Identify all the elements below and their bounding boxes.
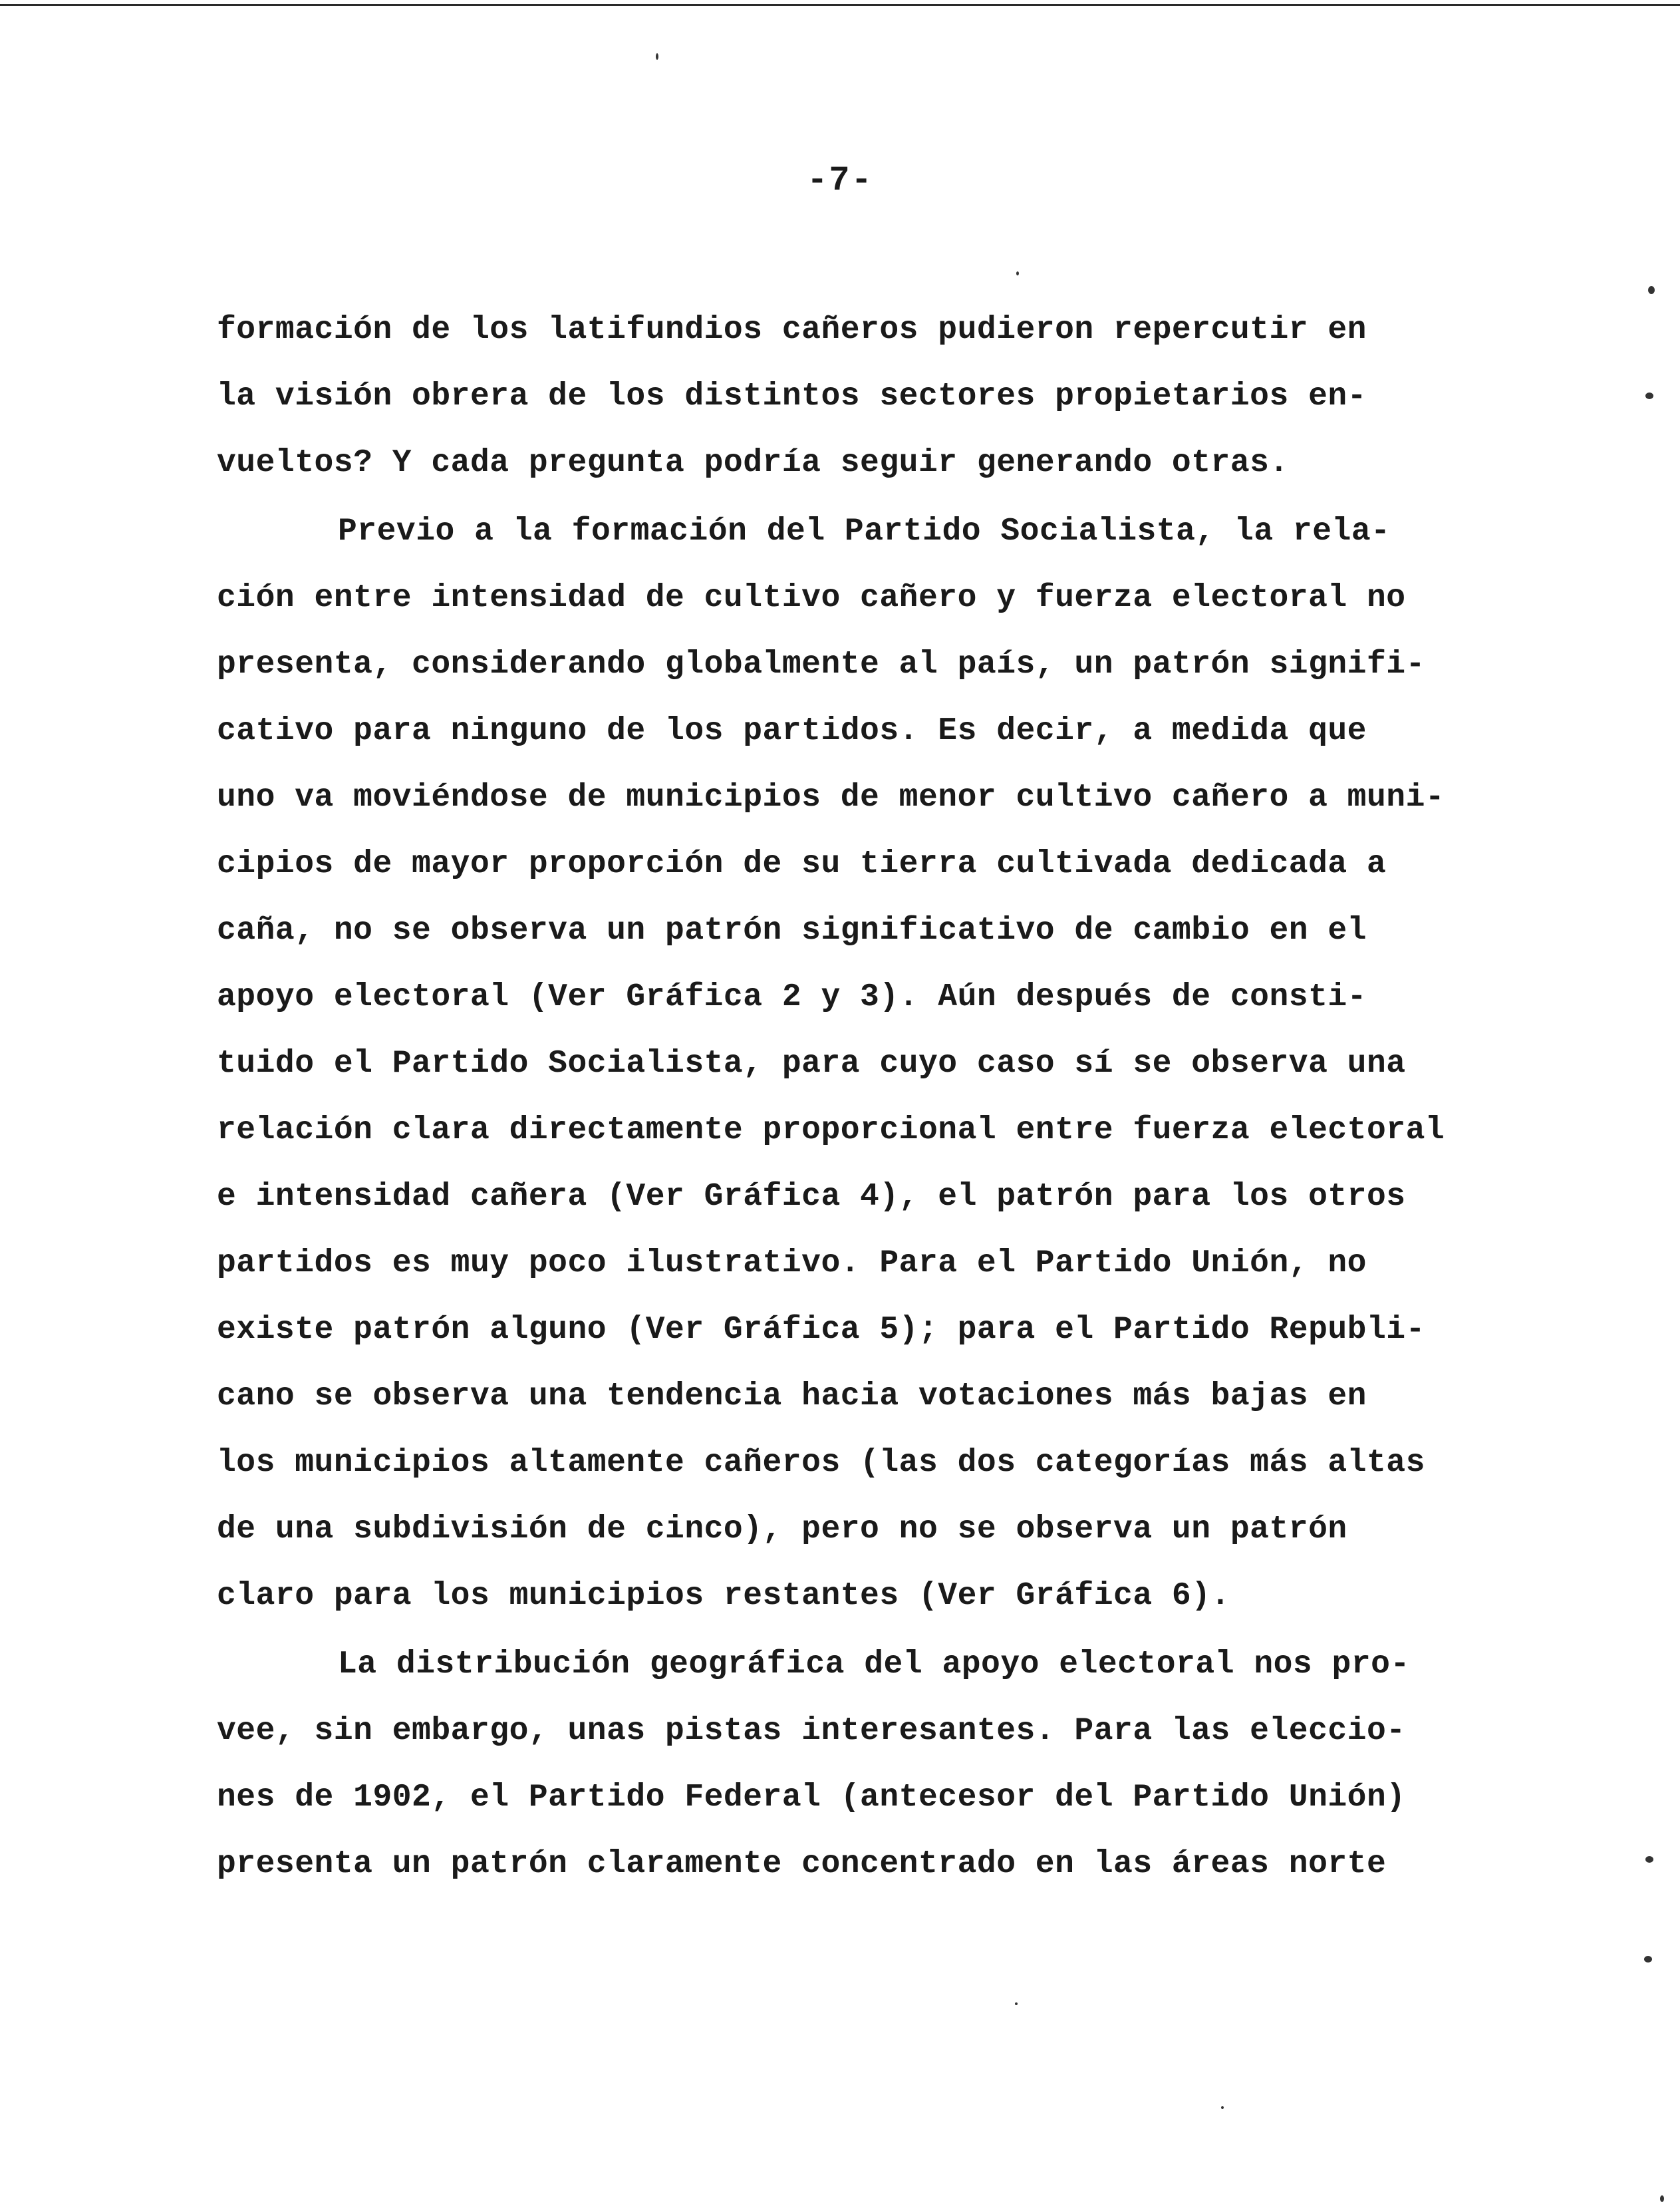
text-line: Previo a la formación del Partido Socialista, la rela- xyxy=(338,514,1391,550)
text-line: nes de 1902, el Partido Federal (antecesor del Partido Unión) xyxy=(217,1780,1406,1816)
text-line: tuido el Partido Socialista, para cuyo caso sí se observa una xyxy=(217,1046,1406,1082)
text-line: cativo para ninguno de los partidos. Es decir, a medida que xyxy=(217,713,1367,749)
text-line: presenta, considerando globalmente al país, un patrón signifi- xyxy=(217,647,1425,683)
text-line: e intensidad cañera (Ver Gráfica 4), el patrón para los otros xyxy=(217,1179,1406,1215)
scan-speck xyxy=(1644,1956,1652,1963)
text-line: vee, sin embargo, unas pistas interesantes. Para las eleccio- xyxy=(217,1713,1406,1749)
text-line: formación de los latifundios cañeros pudieron repercutir en xyxy=(217,312,1367,348)
scan-speck xyxy=(1660,2195,1664,2202)
scan-speck xyxy=(1016,271,1019,275)
scan-speck xyxy=(656,53,658,60)
scan-speck xyxy=(1645,1856,1653,1863)
text-line: cipios de mayor proporción de su tierra cultivada dedicada a xyxy=(217,846,1387,882)
top-border-rule xyxy=(0,4,1680,6)
scan-speck xyxy=(1645,393,1653,399)
text-line: existe patrón alguno (Ver Gráfica 5); para el Partido Republi- xyxy=(217,1312,1425,1348)
scan-speck xyxy=(1648,286,1655,294)
text-line: ción entre intensidad de cultivo cañero y fuerza electoral no xyxy=(217,580,1406,616)
text-line: La distribución geográfica del apoyo electoral nos pro- xyxy=(338,1647,1410,1682)
text-line: uno va moviéndose de municipios de menor cultivo cañero a muni- xyxy=(217,780,1445,816)
text-line: de una subdivisión de cinco), pero no se observa un patrón xyxy=(217,1511,1347,1547)
text-line: relación clara directamente proporcional entre fuerza electoral xyxy=(217,1112,1445,1148)
scan-speck xyxy=(1015,2002,1018,2005)
page-number: -7- xyxy=(807,161,873,200)
text-line: claro para los municipios restantes (Ver Gráfica 6). xyxy=(217,1578,1230,1614)
scan-speck xyxy=(1221,2106,1224,2109)
text-line: caña, no se observa un patrón significativo de cambio en el xyxy=(217,913,1367,949)
text-line: partidos es muy poco ilustrativo. Para el Partido Unión, no xyxy=(217,1245,1367,1281)
text-line: apoyo electoral (Ver Gráfica 2 y 3). Aún después de consti- xyxy=(217,979,1367,1015)
text-line: la visión obrera de los distintos sectores propietarios en- xyxy=(217,379,1367,414)
text-line: los municipios altamente cañeros (las dos categorías más altas xyxy=(217,1445,1425,1481)
text-line: cano se observa una tendencia hacia votaciones más bajas en xyxy=(217,1378,1367,1414)
text-line: presenta un patrón claramente concentrado en las áreas norte xyxy=(217,1846,1387,1882)
text-line: vueltos? Y cada pregunta podría seguir generando otras. xyxy=(217,445,1289,481)
